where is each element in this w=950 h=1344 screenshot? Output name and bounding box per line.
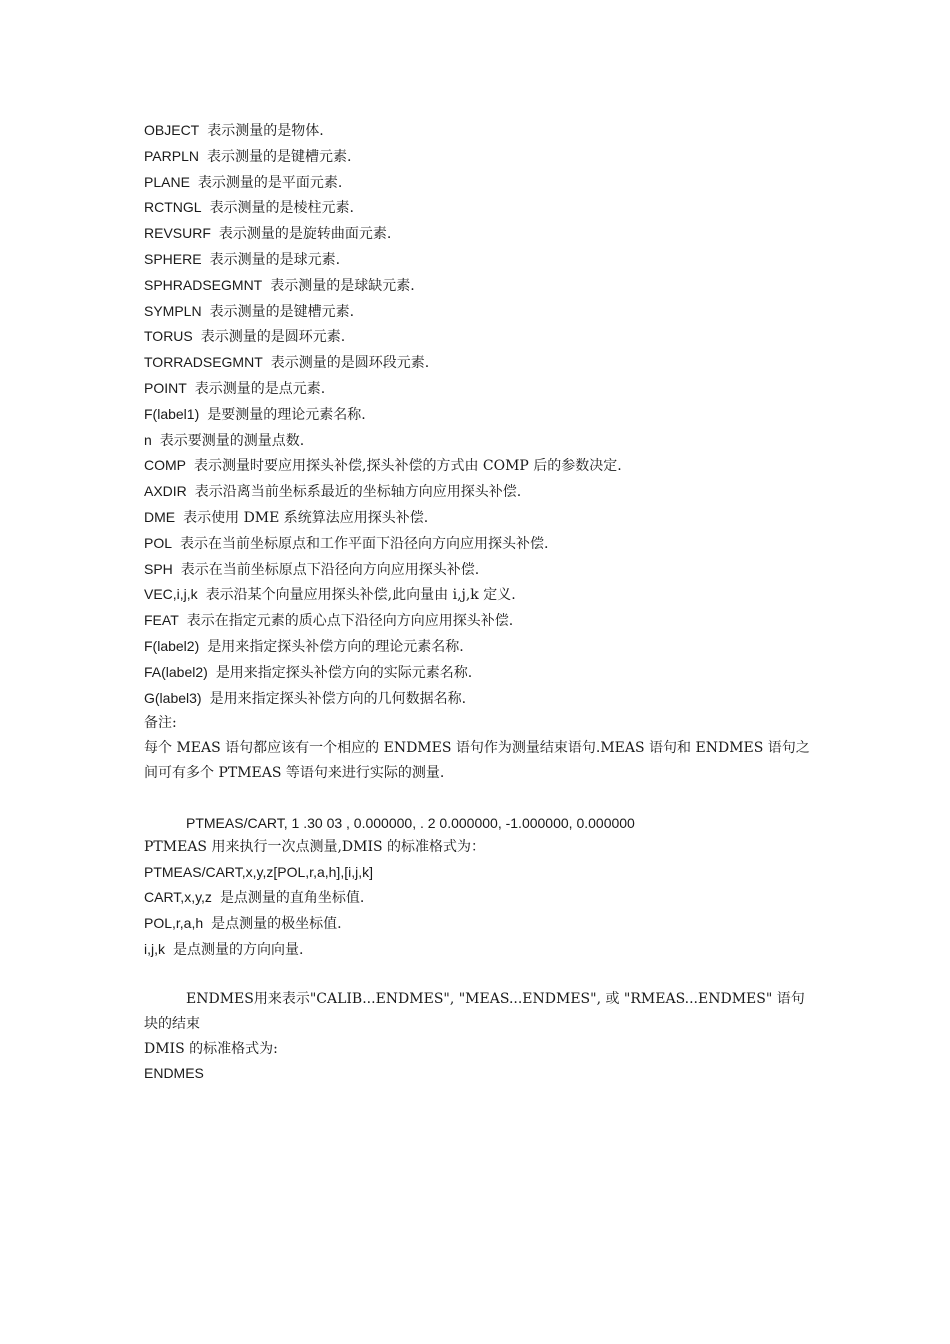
description: 表示测量的是圆环元素.: [200, 329, 346, 346]
description: 表示测量的是点元素.: [194, 380, 326, 397]
definition-item: [144, 608, 814, 634]
description: 表示在指定元素的质心点下沿径向方向应用探头补偿.: [186, 613, 514, 630]
definition-item: [144, 299, 814, 325]
endmes-description: ENDMES用来表示"CALIB...ENDMES", "MEAS...ENDMES", 或 "RMEAS...ENDMES" 语句块的结束: [144, 991, 805, 1032]
keyword: F(label1): [144, 405, 200, 422]
definition-item: [144, 221, 814, 247]
description: 表示使用 DME 系统算法应用探头补偿.: [183, 509, 429, 526]
definition-item: [144, 376, 814, 402]
ptmeas-example: PTMEAS/CART, 1 .30 03 , 0.000000, . 2 0.000000, -1.000000, 0.000000: [186, 814, 635, 831]
keyword: PARPLN: [144, 147, 199, 164]
keyword: POL,r,a,h: [144, 914, 204, 931]
definition-item: [144, 479, 814, 505]
keyword: SYMPLN: [144, 302, 202, 319]
description: 是用来指定探头补偿方向的实际元素名称.: [215, 664, 473, 681]
description: 表示测量的是旋转曲面元素.: [218, 226, 392, 243]
keyword: VEC,i,j,k: [144, 586, 198, 603]
description: 表示在当前坐标原点和工作平面下沿径向方向应用探头补偿.: [180, 535, 549, 552]
spacer: [144, 786, 814, 811]
note-label: 备注:: [144, 715, 177, 732]
description: 表示测量的是平面元素.: [197, 174, 343, 191]
keyword: FA(label2): [144, 663, 208, 680]
description: 表示测量的是球缺元素.: [270, 277, 415, 294]
description: 表示沿某个向量应用探头补偿,此向量由 i,j,k 定义.: [205, 587, 516, 604]
endmes-format: ENDMES: [144, 1065, 204, 1082]
definition-item: [144, 247, 814, 273]
keyword: SPH: [144, 560, 173, 577]
keyword: PLANE: [144, 173, 190, 190]
keyword: F(label2): [144, 637, 200, 654]
keyword: SPHERE: [144, 250, 202, 267]
definition-list: [144, 118, 814, 711]
keyword: CART,x,y,z: [144, 888, 212, 905]
keyword: SPHRADSEGMNT: [144, 276, 263, 293]
param-item: [144, 911, 814, 937]
definition-item: [144, 170, 814, 196]
description: 是用来指定探头补偿方向的理论元素名称.: [207, 638, 464, 655]
keyword: POL: [144, 534, 173, 551]
description: 表示在当前坐标原点下沿径向方向应用探头补偿.: [180, 561, 480, 578]
description: 表示测量的是物体.: [207, 123, 324, 139]
param-item: [144, 937, 814, 963]
description: 表示测量的是棱柱元素.: [209, 200, 355, 217]
note-text: 每个 MEAS 语句都应该有一个相应的 ENDMES 语句作为测量结束语句.MEAS 语句和 ENDMES 语句之间可有多个 PTMEAS 等语句来进行实际的测量.: [144, 740, 810, 781]
description: 是点测量的方向向量.: [173, 941, 304, 958]
keyword: AXDIR: [144, 483, 187, 500]
description: 表示测量时要应用探头补偿,探头补偿的方式由 COMP 后的参数决定.: [194, 458, 622, 475]
keyword: TORUS: [144, 328, 193, 345]
ptmeas-format: PTMEAS/CART,x,y,z[POL,r,a,h],[i,j,k]: [144, 864, 373, 881]
ptmeas-description: PTMEAS 用来执行一次点测量,DMIS 的标准格式为：: [144, 839, 486, 856]
spacer: [144, 962, 814, 987]
definition-item: [144, 531, 814, 557]
document-page: [144, 118, 814, 1086]
keyword: OBJECT: [144, 122, 200, 138]
description: 表示沿离当前坐标系最近的坐标轴方向应用探头补偿.: [194, 484, 522, 501]
keyword: G(label3): [144, 689, 202, 706]
keyword: DME: [144, 508, 176, 525]
definition-item: [144, 273, 814, 299]
description: 表示测量的是球元素.: [209, 251, 341, 268]
description: 表示测量的是键槽元素.: [209, 303, 355, 320]
description: 表示要测量的测量点数.: [159, 432, 305, 449]
param-item: [144, 885, 814, 911]
definition-item: [144, 144, 814, 170]
keyword: COMP: [144, 457, 186, 474]
keyword: i,j,k: [144, 940, 165, 957]
definition-item: [144, 324, 814, 350]
definition-item: [144, 402, 814, 428]
keyword: RCTNGL: [144, 199, 202, 216]
definition-item: [144, 505, 814, 531]
description: 表示测量的是键槽元素.: [206, 148, 352, 165]
definition-item: [144, 195, 814, 221]
definition-item: [144, 350, 814, 376]
description: 表示测量的是圆环段元素.: [270, 355, 430, 372]
definition-item: [144, 660, 814, 686]
definition-item: [144, 634, 814, 660]
definition-item: [144, 118, 814, 144]
dmis-format-label: DMIS 的标准格式为:: [144, 1040, 278, 1057]
keyword: n: [144, 431, 152, 448]
definition-item: [144, 686, 814, 712]
keyword: FEAT: [144, 612, 179, 629]
description: 是要测量的理论元素名称.: [207, 406, 366, 423]
description: 是点测量的极坐标值.: [211, 915, 342, 932]
definition-item: [144, 557, 814, 583]
description: 是用来指定探头补偿方向的几何数据名称.: [209, 690, 467, 707]
description: 是点测量的直角坐标值.: [219, 889, 365, 906]
keyword: POINT: [144, 379, 187, 396]
definition-item: [144, 453, 814, 479]
definition-item: [144, 428, 814, 454]
definition-item: [144, 582, 814, 608]
keyword: TORRADSEGMNT: [144, 354, 263, 371]
keyword: REVSURF: [144, 225, 211, 242]
